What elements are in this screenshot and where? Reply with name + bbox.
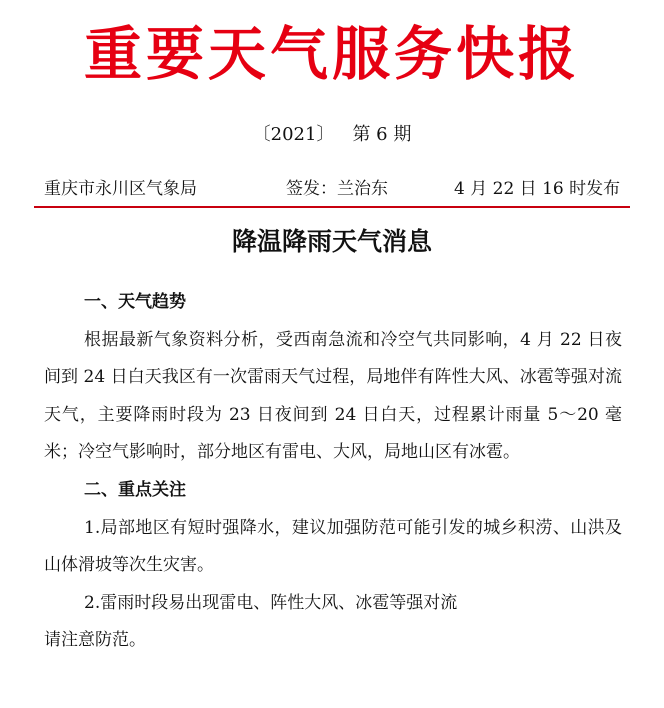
issue-line bbox=[0, 122, 664, 148]
focus-item-1: 1.局部地区有短时强降水，建议加强防范可能引发的城乡积涝、山洪及山体滑坡等次生灾害。 bbox=[44, 517, 622, 576]
section-heading-focus: 二、重点关注 bbox=[84, 479, 186, 500]
section-heading-trend: 一、天气趋势 bbox=[84, 292, 186, 312]
issue-number: 第 6 期 bbox=[352, 124, 412, 145]
focus-item-2: 2.雷雨时段易出现雷电、阵性大风、冰雹等强对流 bbox=[84, 592, 458, 613]
document-title: 降温降雨天气消息 bbox=[231, 227, 432, 256]
release-time: 4 月 22 日 16 时发布 bbox=[454, 179, 621, 199]
header-divider bbox=[34, 206, 630, 208]
issue-year: 〔2021〕 bbox=[252, 124, 335, 145]
issuing-organization: 重庆市永川区气象局 bbox=[44, 179, 197, 199]
masthead-title: 重要天气服务快报 bbox=[83, 20, 580, 88]
meta-row bbox=[44, 175, 624, 203]
signer: 签发：兰治东 bbox=[286, 179, 388, 199]
focus-item-2-continued: 请注意防范。 bbox=[44, 630, 146, 651]
document-body bbox=[44, 284, 622, 660]
trend-paragraph: 根据最新气象资料分析，受西南急流和冷空气共同影响，4 月 22 日夜间到 24 日白天我区有一次雷雨天气过程，局地伴有阵性大风、冰雹等强对流天气，主要降雨时段为 23 日夜间到 24 日白天，过程累计雨量 5～20 毫米；冷空气影响时，部分地区有雷电、大风，局地山区有冰雹。 bbox=[44, 329, 622, 463]
